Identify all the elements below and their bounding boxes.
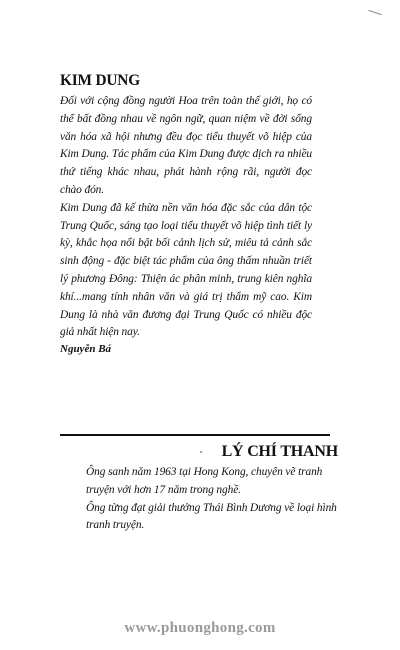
ly-chi-thanh-paragraph-2: Ông từng đạt giải thưởng Thái Bình Dương về loại hình tranh truyện. (86, 501, 337, 532)
website-url: www.phuonghong.com (124, 620, 276, 636)
kim-dung-paragraph-2: Kim Dung đã kế thừa nền văn hóa đặc sắc của dân tộc Trung Quốc, sáng tạo loại tiểu thuyết võ hiệp tình tiết ly kỳ, khắc họa nổi bật bối cảnh lịch sử, miêu tả cảnh sắc sinh động - đặc biệt tác phẩm của ông thấm nhuần triết lý phương Đông: Thiện ác phân minh, trung kiên nghĩa khí...mang tính nhân văn và giá trị thẩm mỹ cao. Kim Dung là nhà văn đương đại Trung Quốc có nhiều độc giả nhất hiện nay. (60, 201, 312, 339)
ly-chi-thanh-section (86, 443, 338, 535)
ly-chi-thanh-heading: LÝ CHÍ THANH (221, 443, 338, 460)
kim-dung-paragraph-1: Đối với cộng đồng người Hoa trên toàn thế giới, họ có thể bất đồng nhau về ngôn ngữ, quan niệm về đời sống văn hóa xã hội nhưng đều đọc tiểu thuyết võ hiệp của Kim Dung. Tác phẩm của Kim Dung được dịch ra nhiều thứ tiếng khác nhau, phát hành rộng rãi, người đọc chào đón. (60, 95, 312, 196)
section-divider (60, 434, 330, 436)
kim-dung-heading: KIM DUNG (60, 72, 140, 89)
ly-chi-thanh-paragraph-1: Ông sanh năm 1963 tại Hong Kong, chuyên vẽ tranh truyện với hơn 17 năm trong nghề. (86, 466, 323, 496)
scan-speck (368, 10, 382, 15)
kim-dung-author: Nguyễn Bá (60, 343, 112, 356)
kim-dung-section (60, 72, 312, 355)
